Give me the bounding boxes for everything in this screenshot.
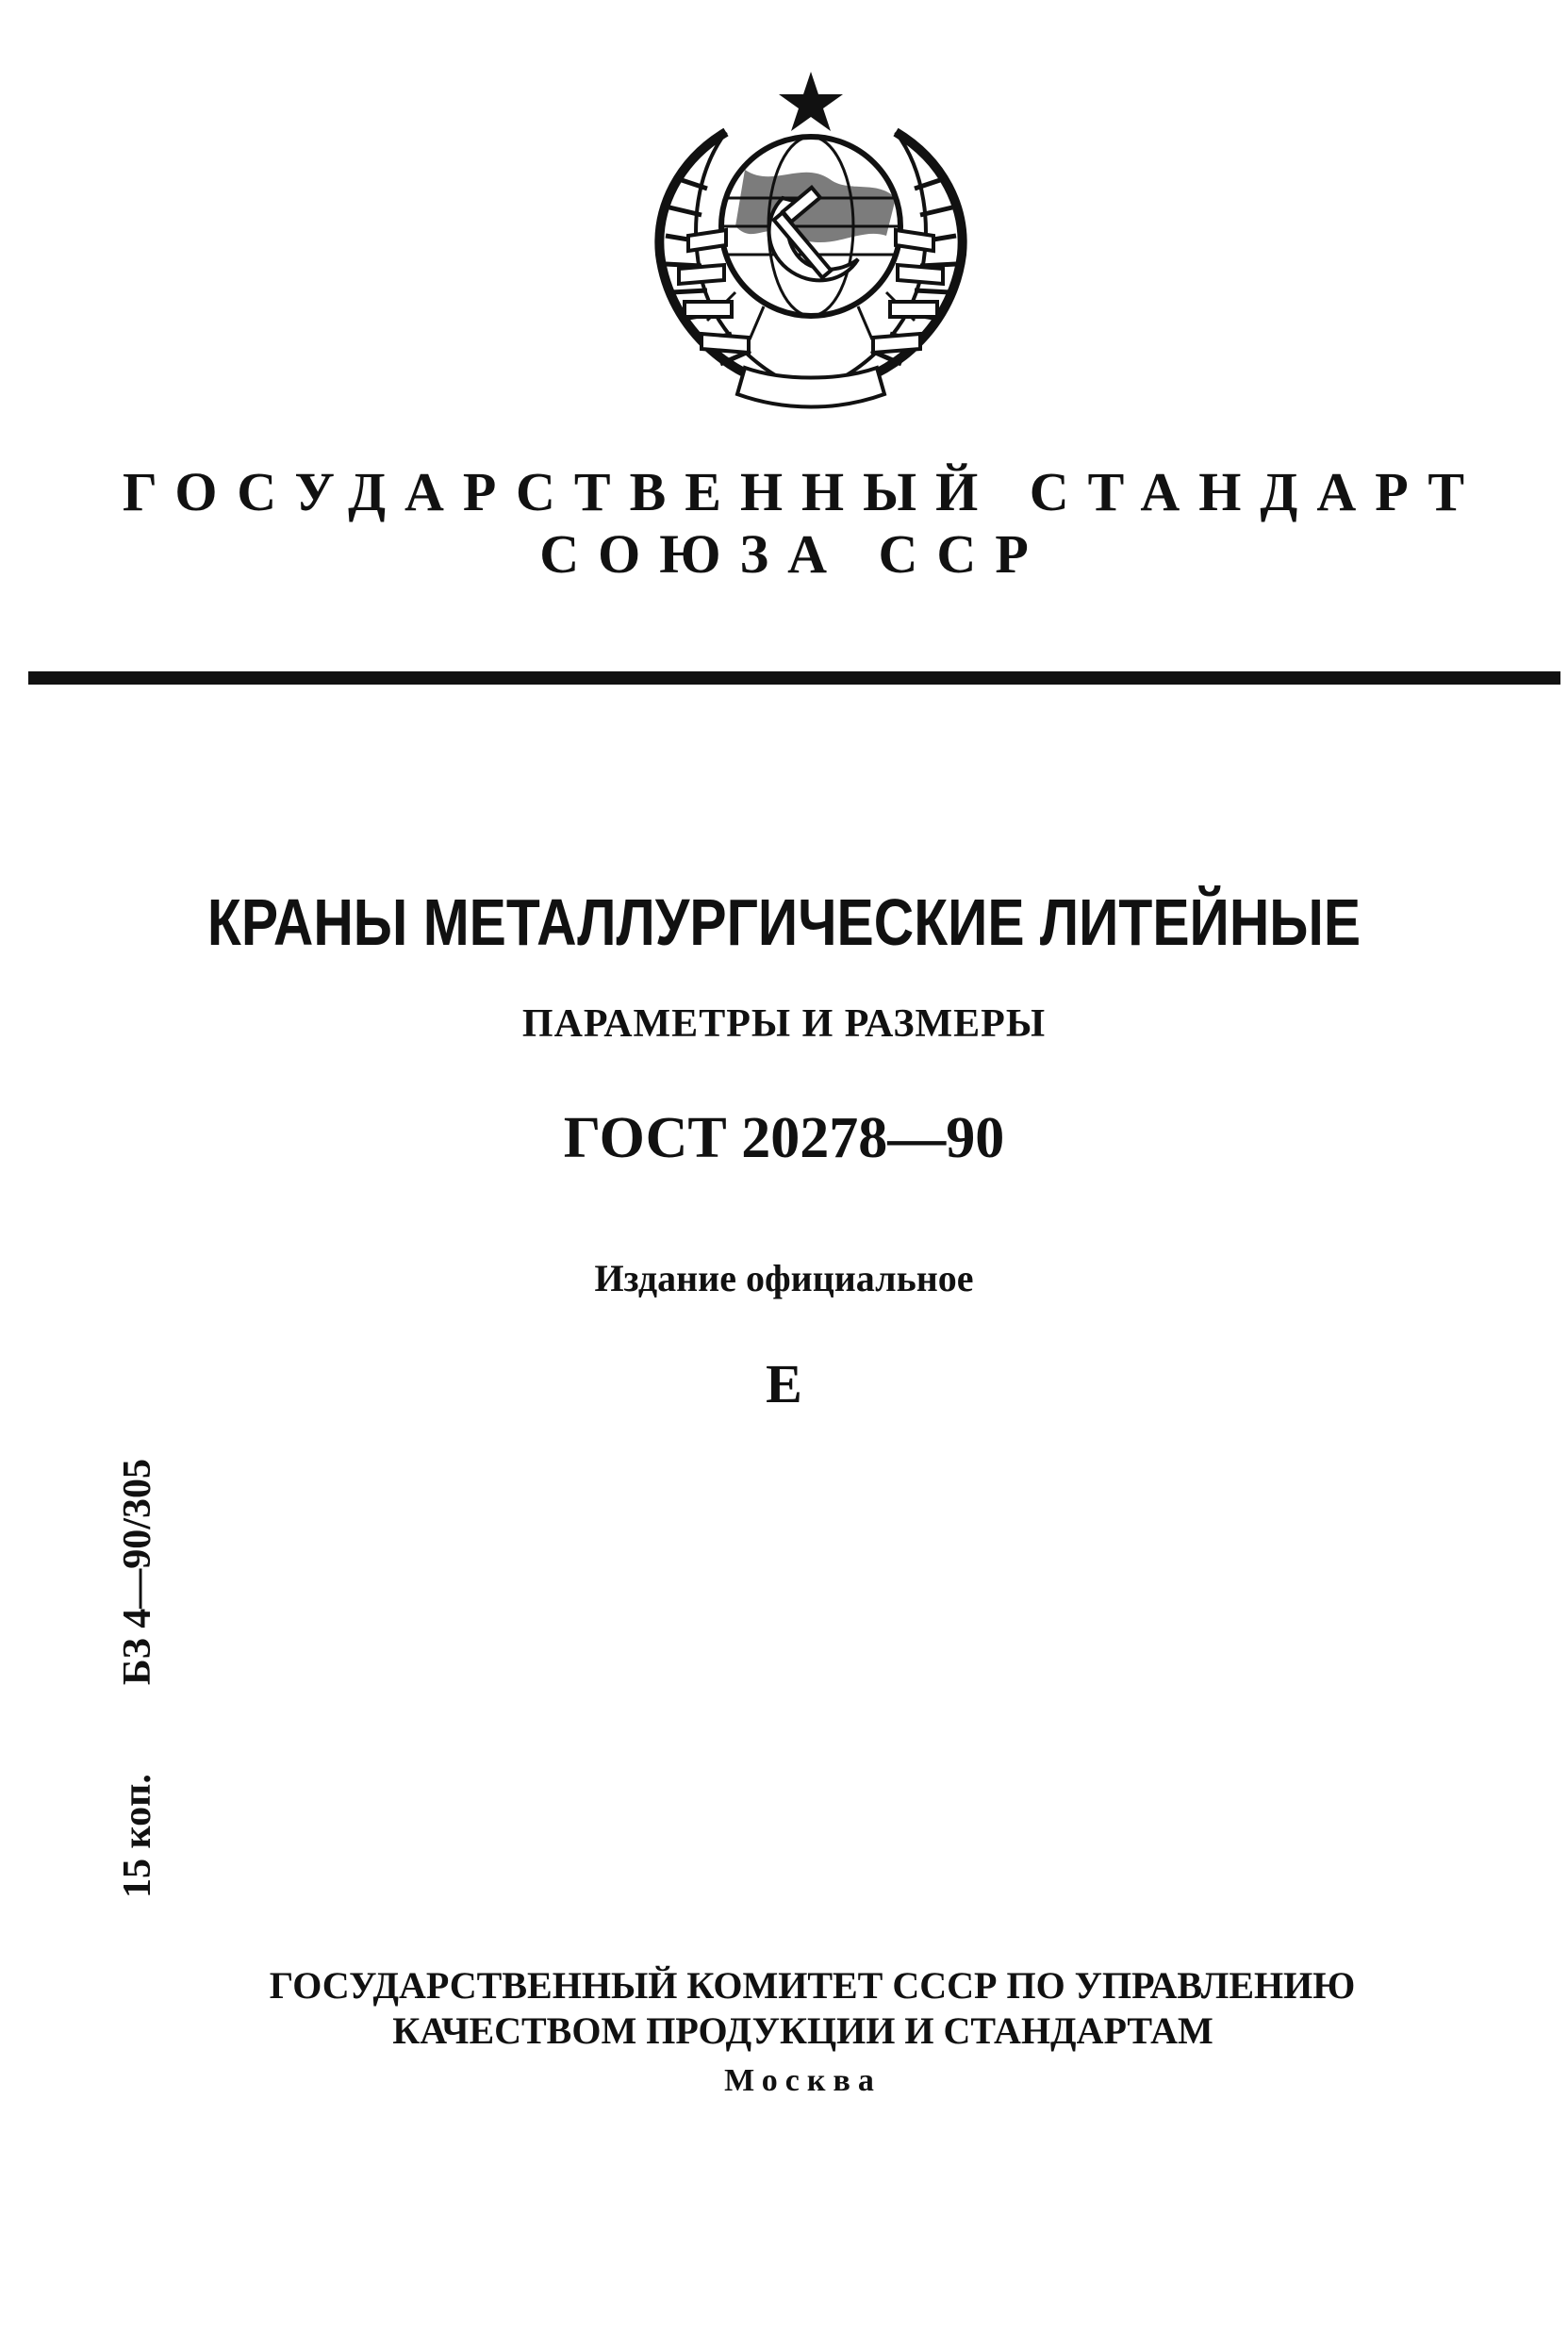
price-label: 15 коп. (116, 1774, 159, 1898)
divider-rule (28, 671, 1560, 685)
document-subtitle: ПАРАМЕТРЫ И РАЗМЕРЫ (521, 1002, 1047, 1046)
publisher-line-2: КАЧЕСТВОМ ПРОДУКЦИИ И СТАНДАРТАМ (392, 2009, 1213, 2052)
edition-label: Издание официальное (594, 1257, 974, 1299)
state-emblem-icon (622, 66, 999, 434)
header-line-2: СОЮЗА ССР (539, 523, 1048, 585)
publisher-city: Москва (724, 2063, 882, 2098)
header-line-1: ГОСУДАРСТВЕННЫЙ СТАНДАРТ (122, 461, 1484, 522)
category-mark: Е (766, 1353, 802, 1414)
publisher-line-1: ГОСУДАРСТВЕННЫЙ КОМИТЕТ СССР ПО УПРАВЛЕНИЮ (269, 1964, 1356, 2007)
catalog-code: БЗ 4—90/305 (116, 1459, 159, 1686)
side-imprint-text (115, 1459, 160, 1898)
gost-number: ГОСТ 20278—90 (563, 1106, 1005, 1170)
document-title: КРАНЫ МЕТАЛЛУРГИЧЕСКИЕ ЛИТЕЙНЫЕ (206, 885, 1362, 959)
